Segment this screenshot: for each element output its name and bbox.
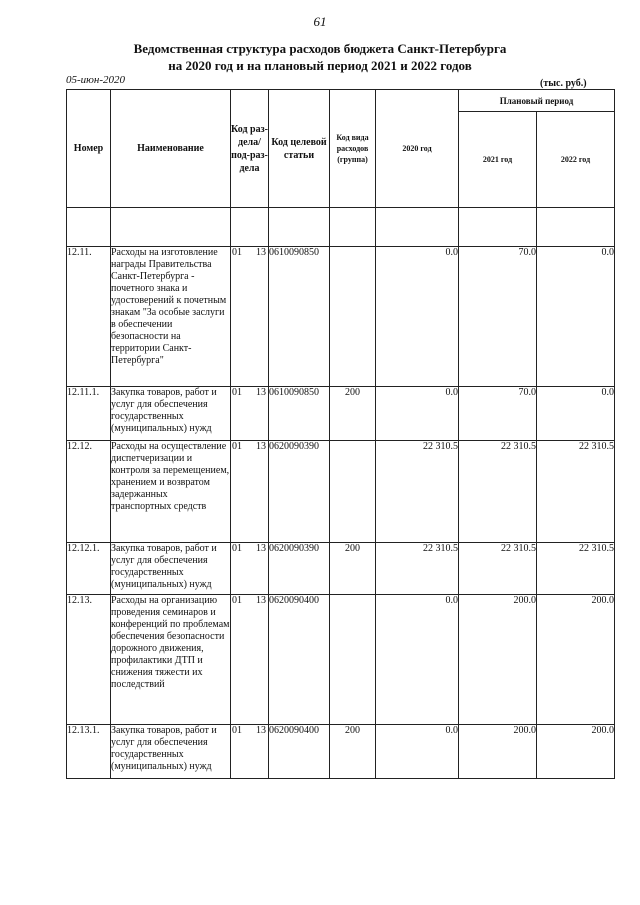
section-code: 01 bbox=[232, 387, 242, 398]
page-number: 61 bbox=[313, 14, 327, 29]
row-type-code bbox=[330, 441, 376, 543]
row-number: 12.11.1. bbox=[67, 387, 111, 441]
row-target-code: 0620090390 bbox=[269, 441, 330, 543]
row-value-2022: 200.0 bbox=[537, 595, 615, 725]
table-spacer-row bbox=[67, 208, 615, 247]
header-target-code: Код целевой статьи bbox=[269, 90, 330, 208]
table-row bbox=[67, 725, 615, 779]
header-2022: 2022 год bbox=[537, 112, 615, 208]
row-name: Закупка товаров, работ и услуг для обеспечения государственных (муниципальных) нужд bbox=[111, 543, 231, 595]
subsection-code: 13 bbox=[256, 441, 266, 452]
header-planned-period: Плановый период bbox=[459, 90, 615, 112]
row-section-code bbox=[231, 387, 269, 441]
table-row bbox=[67, 247, 615, 387]
row-section-code bbox=[231, 725, 269, 779]
row-value-2020: 0.0 bbox=[376, 595, 459, 725]
row-value-2020: 0.0 bbox=[376, 725, 459, 779]
row-value-2021: 22 310.5 bbox=[459, 543, 537, 595]
table-row bbox=[67, 595, 615, 725]
row-name: Расходы на осуществление диспетчеризации и контроля за перемещением, хранением и возвратом задержанных транспортных средств bbox=[111, 441, 231, 543]
row-value-2022: 22 310.5 bbox=[537, 543, 615, 595]
budget-table bbox=[66, 89, 615, 779]
row-target-code: 0620090390 bbox=[269, 543, 330, 595]
header-2020: 2020 год bbox=[376, 90, 459, 208]
row-target-code: 0610090850 bbox=[269, 247, 330, 387]
row-name: Расходы на организацию проведения семинаров и конференций по проблемам обеспечения безопасности дорожного движения, профилактики ДТП и снижения тяжести их последствий bbox=[111, 595, 231, 725]
row-number: 12.12.1. bbox=[67, 543, 111, 595]
subsection-code: 13 bbox=[256, 247, 266, 258]
row-value-2021: 70.0 bbox=[459, 247, 537, 387]
row-section-code bbox=[231, 441, 269, 543]
row-number: 12.13. bbox=[67, 595, 111, 725]
row-name: Закупка товаров, работ и услуг для обеспечения государственных (муниципальных) нужд bbox=[111, 387, 231, 441]
section-code: 01 bbox=[232, 441, 242, 452]
row-value-2020: 0.0 bbox=[376, 387, 459, 441]
row-number: 12.13.1. bbox=[67, 725, 111, 779]
row-name: Расходы на изготовление награды Правительства Санкт-Петербурга - почетного знака и удостоверений к почетным знакам "За особые заслуги в обеспечении безопасности на территории Санкт-Петербурга" bbox=[111, 247, 231, 387]
row-value-2022: 0.0 bbox=[537, 387, 615, 441]
row-type-code bbox=[330, 595, 376, 725]
row-value-2021: 70.0 bbox=[459, 387, 537, 441]
row-section-code bbox=[231, 595, 269, 725]
section-code: 01 bbox=[232, 725, 242, 736]
header-name: Наименование bbox=[111, 90, 231, 208]
row-section-code bbox=[231, 247, 269, 387]
header-section-code: Код раз-дела/ под-раз-дела bbox=[231, 90, 269, 208]
header-number: Номер bbox=[67, 90, 111, 208]
row-type-code: 200 bbox=[330, 543, 376, 595]
table-row bbox=[67, 543, 615, 595]
document-title bbox=[60, 40, 580, 74]
row-value-2021: 22 310.5 bbox=[459, 441, 537, 543]
subsection-code: 13 bbox=[256, 595, 266, 606]
row-type-code bbox=[330, 247, 376, 387]
row-target-code: 0610090850 bbox=[269, 387, 330, 441]
row-value-2021: 200.0 bbox=[459, 725, 537, 779]
subsection-code: 13 bbox=[256, 543, 266, 554]
row-type-code: 200 bbox=[330, 387, 376, 441]
subsection-code: 13 bbox=[256, 725, 266, 736]
table-row bbox=[67, 387, 615, 441]
section-code: 01 bbox=[232, 595, 242, 606]
units-label: (тыс. руб.) bbox=[540, 78, 587, 89]
header-2021: 2021 год bbox=[459, 112, 537, 208]
title-line-2: на 2020 год и на плановый период 2021 и 2022 годов bbox=[168, 58, 472, 73]
header-expense-type-code: Код вида расходов (группа) bbox=[330, 90, 376, 208]
row-target-code: 0620090400 bbox=[269, 725, 330, 779]
row-value-2020: 22 310.5 bbox=[376, 441, 459, 543]
table-row bbox=[67, 441, 615, 543]
row-number: 12.11. bbox=[67, 247, 111, 387]
section-code: 01 bbox=[232, 543, 242, 554]
row-number: 12.12. bbox=[67, 441, 111, 543]
row-section-code bbox=[231, 543, 269, 595]
row-name: Закупка товаров, работ и услуг для обеспечения государственных (муниципальных) нужд bbox=[111, 725, 231, 779]
row-type-code: 200 bbox=[330, 725, 376, 779]
row-value-2020: 22 310.5 bbox=[376, 543, 459, 595]
subsection-code: 13 bbox=[256, 387, 266, 398]
section-code: 01 bbox=[232, 247, 242, 258]
title-line-1: Ведомственная структура расходов бюджета Санкт-Петербурга bbox=[133, 41, 507, 56]
row-target-code: 0620090400 bbox=[269, 595, 330, 725]
document-date: 05-июн-2020 bbox=[66, 74, 126, 86]
row-value-2022: 200.0 bbox=[537, 725, 615, 779]
row-value-2020: 0.0 bbox=[376, 247, 459, 387]
row-value-2022: 22 310.5 bbox=[537, 441, 615, 543]
row-value-2022: 0.0 bbox=[537, 247, 615, 387]
row-value-2021: 200.0 bbox=[459, 595, 537, 725]
